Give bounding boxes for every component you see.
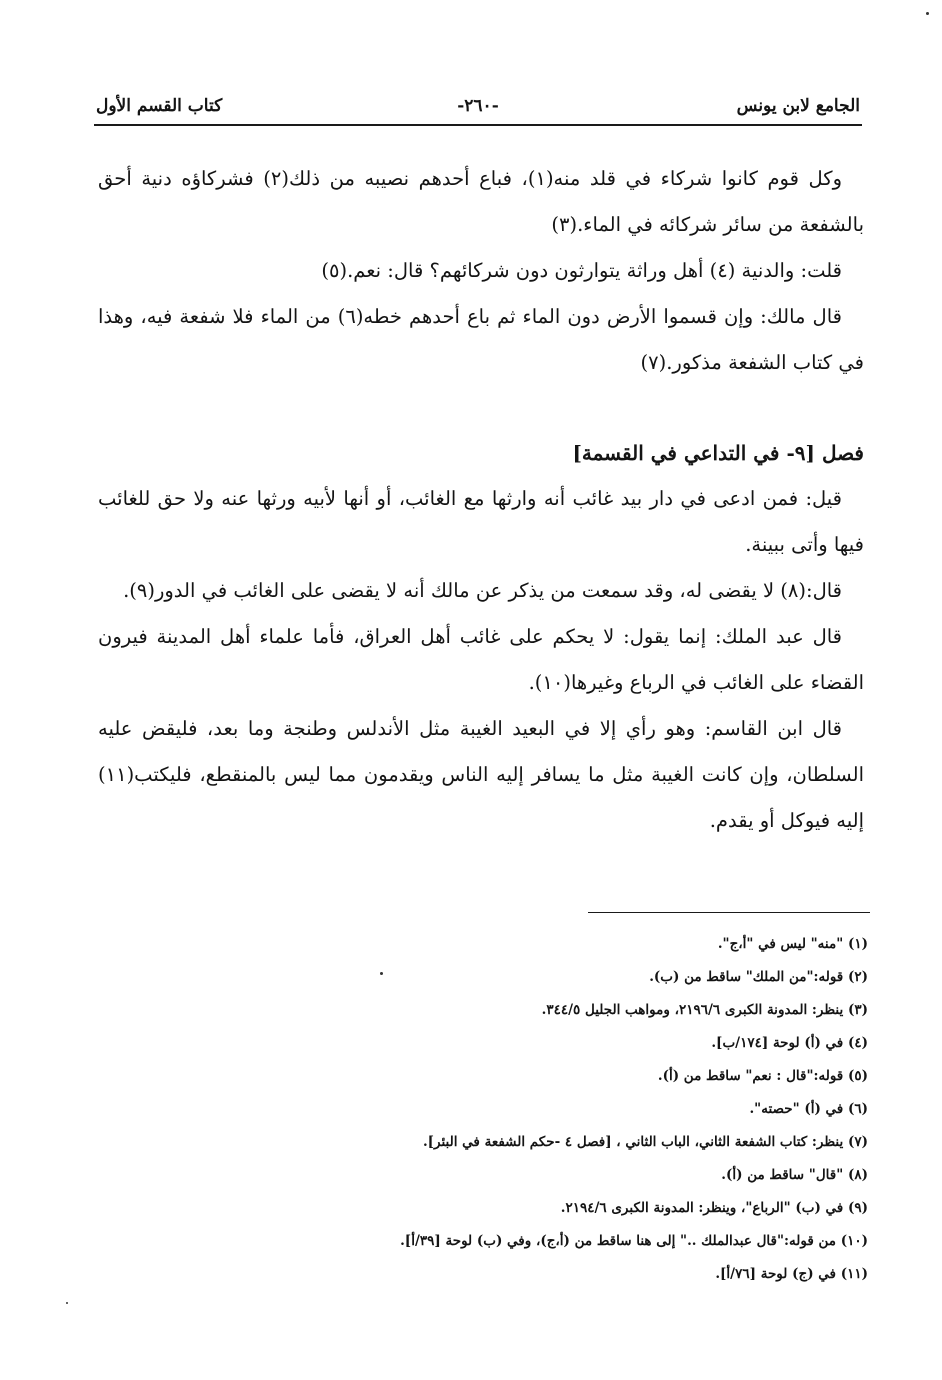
header-rule xyxy=(94,124,862,126)
paragraph: قال مالك: وإن قسموا الأرض دون الماء ثم باع أحدهم خطه(٦) من الماء فلا شفعة فيه، وهذا في كتاب الشفعة مذكور.(٧) xyxy=(98,305,864,374)
paragraph: قال ابن القاسم: وهو رأي إلا في البعيد الغيبة مثل الأندلس وطنجة وما بعد، فليقض عليه السلطان، وإن كانت الغيبة مثل ما يسافر إليه الناس ويقدمون مما ليس بالمنقطع، فليكتب(١١) إليه فيوكل أو يقدم. xyxy=(98,717,864,832)
section-heading: فصل [٩- في التداعي في القسمة] xyxy=(572,441,864,465)
footnote: (١١) في (ج) لوحة [٧٦/أ]. xyxy=(715,1266,868,1282)
scan-speck xyxy=(926,12,929,15)
footnote: (٩) في (ب) "الرباع"، وينظر: المدونة الكبرى ٢١٩٤/٦. xyxy=(560,1200,868,1216)
paragraph: قال:(٨) لا يقضى له، وقد سمعت من يذكر عن مالك أنه لا يقضى على الغائب في الدور(٩). xyxy=(123,579,842,602)
scan-speck xyxy=(66,1302,68,1304)
footnote: (٤) في (أ) لوحة [١٧٤/ب]. xyxy=(711,1035,868,1051)
footnote-rule xyxy=(588,912,870,913)
scan-speck xyxy=(380,972,383,975)
paragraph: قال عبد الملك: إنما يقول: لا يحكم على غائب أهل العراق، فأما علماء أهل المدينة فيرون القضاء على الغائب في الرباع وغيرها(١٠). xyxy=(98,625,864,694)
footnote: (٦) في (أ) "حصته". xyxy=(749,1101,868,1117)
footnotes xyxy=(168,928,868,1291)
running-header xyxy=(96,96,860,124)
footnote: (٥) قوله:"قال : نعم" ساقط من (أ). xyxy=(657,1068,868,1084)
paragraph: قلت: والدنية (٤) أهل وراثة يتوارثون دون شركائهم؟ قال: نعم.(٥) xyxy=(321,259,842,282)
footnote: (٧) ينظر: كتاب الشفعة الثاني، الباب الثاني ، [فصل ٤ -حكم الشفعة في البئر]. xyxy=(422,1134,868,1150)
header-book-title: الجامع لابن يونس xyxy=(736,96,860,116)
footnote: (٢) قوله:"من الملك" ساقط من (ب). xyxy=(649,969,868,985)
paragraph: قيل: فمن ادعى في دار بيد غائب أنه وارثها مع الغائب، أو أنها لأبيه ورثها عنه ولا حق للغائب فيها وأتى ببينة. xyxy=(98,487,864,556)
main-text-block-2 xyxy=(98,430,864,844)
main-text-block-1 xyxy=(98,156,864,386)
footnote: (٣) ينظر: المدونة الكبرى ٢١٩٦/٦، ومواهب الجليل ٣٤٤/٥. xyxy=(541,1002,868,1018)
footnote: (١) "منه" ليس في "أ،ج". xyxy=(717,936,868,952)
page-number: -٢٦٠- xyxy=(457,96,499,116)
header-chapter-title: كتاب القسم الأول xyxy=(96,96,223,116)
footnote: (١٠) من قوله:"قال عبدالملك .." إلى هنا ساقط من (أ،ج)، وفي (ب) لوحة [٣٩/أ]. xyxy=(400,1233,868,1249)
footnote: (٨) "قال" ساقط من (أ). xyxy=(721,1167,868,1183)
paragraph: وكل قوم كانوا شركاء في قلد منه(١)، فباع أحدهم نصيبه من ذلك(٢) فشركاؤه دنية أحق بالشفعة من سائر شركائه في الماء.(٣) xyxy=(98,167,864,236)
